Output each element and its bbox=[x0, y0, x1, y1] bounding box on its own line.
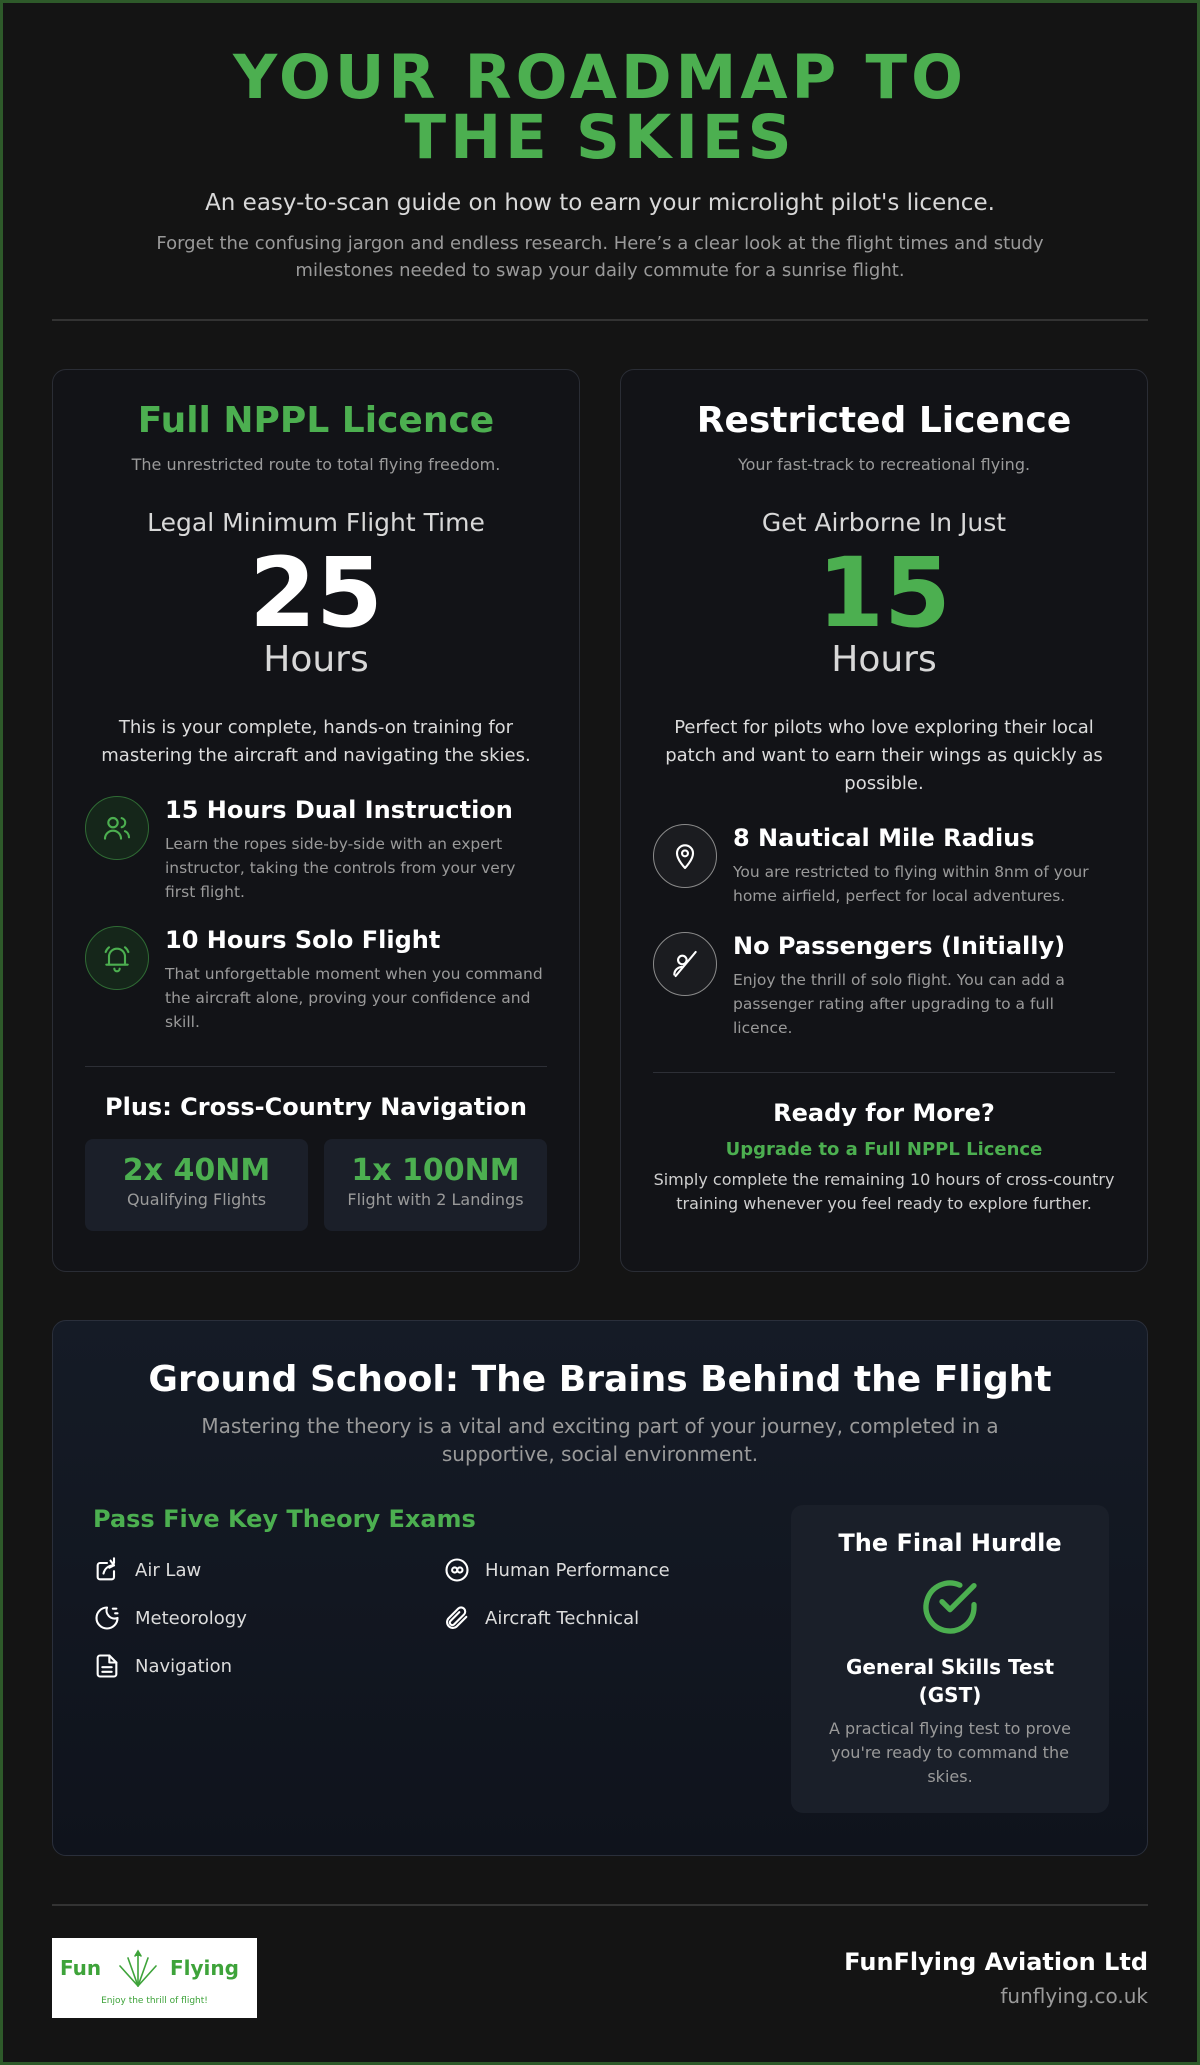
company-info bbox=[844, 1948, 1148, 2008]
restricted-description: Perfect for pilots who love exploring their local patch and want to earn their wings as quickly as possible. bbox=[665, 717, 1103, 794]
exam-label: Aircraft Technical bbox=[485, 1607, 640, 1629]
nav-requirement-box bbox=[324, 1139, 547, 1231]
company-url[interactable]: funflying.co.uk bbox=[1000, 1984, 1148, 2008]
upgrade-subtitle: Upgrade to a Full NPPL Licence bbox=[725, 1139, 1043, 1160]
cross-country-title: Plus: Cross-Country Navigation bbox=[105, 1093, 527, 1121]
feature-text: Learn the ropes side-by-side with an expert instructor, taking the controls from your very first flight. bbox=[165, 835, 516, 901]
users-icon bbox=[85, 796, 149, 860]
logo-word: Flying bbox=[170, 1956, 239, 1980]
exam-label: Meteorology bbox=[135, 1607, 247, 1629]
hero-lead: An easy-to-scan guide on how to earn your microlight pilot's licence. bbox=[205, 190, 995, 216]
full-licence-title: Full NPPL Licence bbox=[137, 400, 495, 441]
licence-cards bbox=[52, 369, 1148, 1272]
nav-requirement-caption: Flight with 2 Landings bbox=[347, 1190, 524, 1209]
feature-title: 15 Hours Dual Instruction bbox=[165, 796, 513, 824]
logo-slogan: Enjoy the thrill of flight! bbox=[101, 1996, 208, 2006]
full-metric-label: Legal Minimum Flight Time bbox=[147, 508, 485, 537]
feature-title: 8 Nautical Mile Radius bbox=[733, 824, 1035, 852]
exam-label: Navigation bbox=[135, 1655, 233, 1677]
full-hours-value: 25 bbox=[249, 537, 383, 649]
feature-text: That unforgettable moment when you command the aircraft alone, proving your confidence and skill. bbox=[165, 965, 543, 1031]
hero bbox=[52, 0, 1148, 284]
full-description: This is your complete, hands-on training for mastering the aircraft and navigating the skies. bbox=[101, 717, 531, 766]
bell-icon bbox=[85, 926, 149, 990]
footer bbox=[52, 1906, 1148, 2026]
theory-exams-title: Pass Five Key Theory Exams bbox=[93, 1505, 476, 1533]
feature-text: Enjoy the thrill of solo flight. You can add a passenger rating after upgrading to a full licence. bbox=[733, 971, 1065, 1037]
exam-item bbox=[93, 1557, 443, 1583]
share-icon bbox=[93, 1556, 121, 1584]
navigation-requirements bbox=[85, 1139, 547, 1231]
full-licence-tagline: The unrestricted route to total flying freedom. bbox=[131, 455, 501, 474]
check-circle-icon bbox=[791, 1575, 1109, 1643]
feature-solo-flight bbox=[53, 926, 579, 1034]
feature-title: 10 Hours Solo Flight bbox=[165, 926, 441, 954]
brain-icon bbox=[443, 1556, 471, 1584]
exam-item bbox=[443, 1605, 773, 1631]
final-hurdle-title: The Final Hurdle bbox=[838, 1529, 1062, 1557]
ready-for-more-title: Ready for More? bbox=[773, 1099, 995, 1127]
card-divider bbox=[85, 1066, 547, 1067]
nav-requirement-value: 2x 40NM bbox=[122, 1153, 271, 1188]
paperclip-icon bbox=[443, 1604, 471, 1632]
nav-requirement-value: 1x 100NM bbox=[351, 1153, 520, 1188]
exam-list bbox=[93, 1557, 773, 1679]
gst-title: General Skills Test (GST) bbox=[845, 1655, 1055, 1707]
gst-text: A practical flying test to prove you're ready to command the skies. bbox=[828, 1719, 1072, 1786]
full-licence-card bbox=[52, 369, 580, 1272]
moon-icon bbox=[93, 1604, 121, 1632]
restricted-metric-label: Get Airborne In Just bbox=[761, 508, 1007, 537]
logo-word: Fun bbox=[60, 1956, 102, 1980]
exam-item bbox=[443, 1557, 773, 1583]
ground-school-subtitle: Mastering the theory is a vital and exciting part of your journey, completed in a supportive, social environment. bbox=[201, 1414, 999, 1466]
restricted-licence-tagline: Your fast-track to recreational flying. bbox=[737, 455, 1031, 474]
company-logo bbox=[52, 1938, 257, 2018]
restricted-hours-value: 15 bbox=[817, 537, 951, 649]
feature-no-passengers bbox=[621, 932, 1147, 1040]
exam-item bbox=[93, 1605, 443, 1631]
final-hurdle-card bbox=[791, 1505, 1109, 1813]
card-divider bbox=[653, 1072, 1115, 1073]
feature-radius bbox=[621, 824, 1147, 908]
exam-label: Human Performance bbox=[485, 1559, 670, 1581]
upgrade-text: Simply complete the remaining 10 hours of cross-country training whenever you feel ready to explore further. bbox=[653, 1170, 1115, 1213]
ground-school-title: Ground School: The Brains Behind the Flight bbox=[148, 1359, 1052, 1400]
nav-requirement-box bbox=[85, 1139, 308, 1231]
page-title: YOUR ROADMAP TO THE SKIES bbox=[233, 42, 967, 173]
exam-label: Air Law bbox=[135, 1559, 202, 1581]
ground-school-section bbox=[52, 1320, 1148, 1856]
feature-title: No Passengers (Initially) bbox=[733, 932, 1066, 960]
feature-dual-instruction bbox=[53, 796, 579, 904]
company-name: FunFlying Aviation Ltd bbox=[844, 1948, 1148, 1976]
map-pin-icon bbox=[653, 824, 717, 888]
restricted-hours-unit: Hours bbox=[831, 639, 937, 680]
aircraft-rays-icon bbox=[116, 1948, 160, 1988]
feature-text: You are restricted to flying within 8nm of your home airfield, perfect for local adventures. bbox=[733, 863, 1089, 905]
divider bbox=[52, 319, 1148, 321]
hero-intro: Forget the confusing jargon and endless research. Here’s a clear look at the flight times and study milestones needed to swap your daily commute for a sunrise flight. bbox=[156, 233, 1044, 281]
restricted-licence-card bbox=[620, 369, 1148, 1272]
nav-requirement-caption: Qualifying Flights bbox=[126, 1190, 267, 1209]
document-icon bbox=[93, 1652, 121, 1680]
full-hours-unit: Hours bbox=[263, 639, 369, 680]
page-content bbox=[52, 0, 1148, 2026]
exam-item bbox=[93, 1653, 443, 1679]
theory-exams bbox=[93, 1505, 773, 1679]
user-off-icon bbox=[653, 932, 717, 996]
restricted-licence-title: Restricted Licence bbox=[696, 400, 1072, 441]
